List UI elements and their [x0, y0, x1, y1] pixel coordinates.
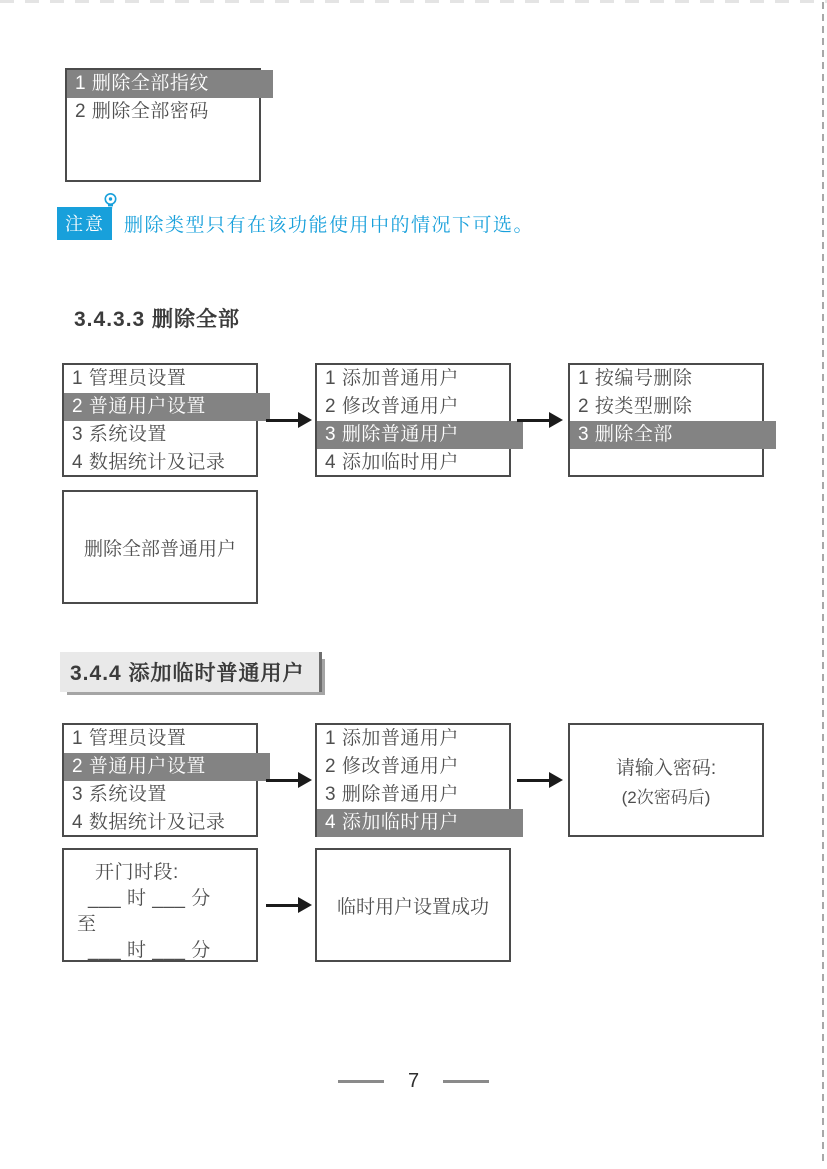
arrow-shaft [266, 779, 298, 782]
flow-arrow [266, 412, 312, 428]
menu-item: 2 修改普通用户 [325, 756, 459, 777]
menu-item-selected: 2 普通用户设置 [64, 753, 270, 781]
menu-item: 1 管理员设置 [72, 368, 187, 389]
screen-text: 开门时段: [95, 862, 179, 883]
arrow-shaft [266, 419, 298, 422]
page-footer [0, 1070, 827, 1093]
screen-text: 删除全部普通用户 [83, 538, 236, 560]
menu-item: 3 系统设置 [72, 424, 167, 445]
arrow-head [298, 412, 312, 428]
note [57, 207, 534, 240]
arrow-shaft [517, 419, 549, 422]
screen-subtext: (2次密码后) [621, 787, 711, 807]
screen-text: ___ 时 ___ 分 [88, 888, 211, 909]
menu-item-selected: 1 删除全部指纹 [67, 70, 273, 98]
screen-delete-type [65, 68, 261, 182]
flow-arrow [517, 772, 563, 788]
screen-user-menu-add-temp [315, 723, 511, 837]
page-number: 7 [407, 1070, 420, 1092]
note-badge [57, 207, 112, 240]
arrow-head [549, 412, 563, 428]
flow-arrow [517, 412, 563, 428]
arrow-head [298, 897, 312, 913]
screen-delete-all-confirm [62, 490, 258, 604]
menu-item: 4 数据统计及记录 [72, 812, 226, 833]
screen-delete-type-menu [568, 363, 764, 477]
menu-item: 2 修改普通用户 [325, 396, 459, 417]
menu-item: 3 删除普通用户 [325, 784, 459, 805]
arrow-shaft [266, 904, 298, 907]
menu-item: 2 删除全部密码 [75, 101, 209, 122]
note-text: 删除类型只有在该功能使用中的情况下可选。 [124, 215, 535, 236]
screen-text: 至 [77, 914, 97, 935]
flow-arrow [266, 897, 312, 913]
footer-dash-right [443, 1080, 489, 1083]
menu-item: 1 添加普通用户 [325, 368, 459, 389]
screen-text: ___ 时 ___ 分 [88, 940, 211, 961]
menu-item-selected: 3 删除普通用户 [317, 421, 523, 449]
arrow-shaft [517, 779, 549, 782]
menu-item: 4 添加临时用户 [325, 452, 459, 473]
menu-item-selected: 2 普通用户设置 [64, 393, 270, 421]
menu-item: 1 添加普通用户 [325, 728, 459, 749]
screen-main-menu-2 [62, 723, 258, 837]
screen-text: 临时用户设置成功 [336, 896, 489, 918]
menu-item: 1 管理员设置 [72, 728, 187, 749]
menu-item: 2 按类型删除 [578, 396, 693, 417]
section-title-344: 3.4.4 添加临时普通用户 [60, 652, 322, 692]
top-trim-dashes [0, 0, 827, 3]
section-title-3433: 3.4.3.3 删除全部 [74, 308, 241, 331]
screen-open-time-period [62, 848, 258, 962]
arrow-head [549, 772, 563, 788]
screen-password-prompt [568, 723, 764, 837]
footer-dash-left [338, 1080, 384, 1083]
menu-item: 4 数据统计及记录 [72, 452, 226, 473]
screen-user-menu-delete [315, 363, 511, 477]
arrow-head [298, 772, 312, 788]
screen-text: 请输入密码: [615, 757, 717, 779]
flow-arrow [266, 772, 312, 788]
screen-temp-user-success [315, 848, 511, 962]
note-badge-label: 注意 [65, 214, 105, 234]
menu-item: 1 按编号删除 [578, 368, 693, 389]
screen-main-menu-1 [62, 363, 258, 477]
menu-item-selected: 4 添加临时用户 [317, 809, 523, 837]
menu-item-selected: 3 删除全部 [570, 421, 776, 449]
right-trim-dashes [822, 2, 824, 1166]
menu-item: 3 系统设置 [72, 784, 167, 805]
lightbulb-icon [102, 192, 119, 216]
